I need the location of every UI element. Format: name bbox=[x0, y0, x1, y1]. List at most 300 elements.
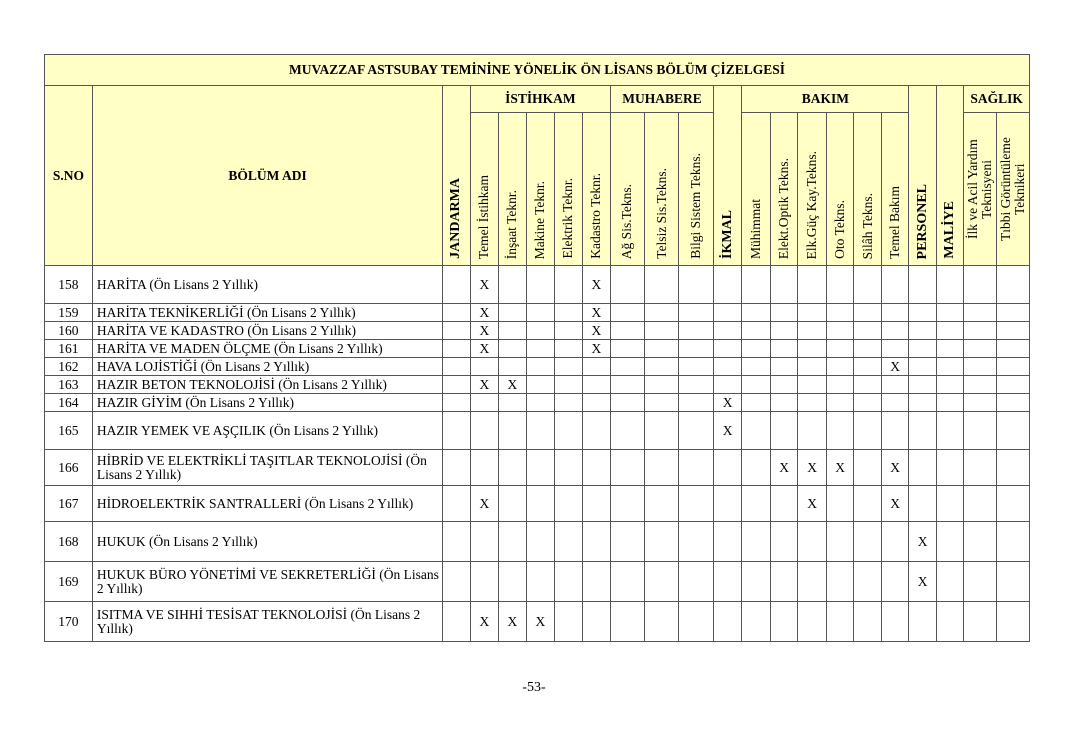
mark-cell bbox=[909, 266, 936, 304]
department-name: HİBRİD VE ELEKTRİKLİ TAŞITLAR TEKNOLOJİSİ (Ön Lisans 2 Yıllık) bbox=[92, 450, 442, 486]
header-col-oto: Oto Tekns. bbox=[826, 113, 853, 266]
mark-cell bbox=[770, 486, 797, 522]
mark-cell bbox=[679, 358, 714, 376]
mark-cell bbox=[936, 304, 963, 322]
row-number: 159 bbox=[45, 304, 93, 322]
row-number: 169 bbox=[45, 562, 93, 602]
table-row bbox=[45, 266, 1030, 304]
header-col-silah: Silâh Tekns. bbox=[854, 113, 881, 266]
mark-cell bbox=[854, 266, 881, 304]
mark-cell bbox=[644, 376, 679, 394]
mark-cell bbox=[499, 266, 526, 304]
mark-cell bbox=[909, 340, 936, 358]
mark-cell: X bbox=[470, 340, 499, 358]
header-maliye: MALİYE bbox=[936, 86, 963, 266]
mark-cell bbox=[644, 602, 679, 642]
header-col-kadastro: Kadastro Teknr. bbox=[582, 113, 611, 266]
mark-cell bbox=[470, 412, 499, 450]
mark-cell bbox=[742, 522, 771, 562]
mark-cell bbox=[909, 322, 936, 340]
mark-cell bbox=[611, 376, 645, 394]
mark-cell: X bbox=[798, 486, 827, 522]
header-col-tibbi: Tıbbi Görüntüleme Teknikeri bbox=[996, 113, 1029, 266]
table-row bbox=[45, 358, 1030, 376]
header-col-ag-sis: Ağ Sis.Tekns. bbox=[611, 113, 645, 266]
mark-cell bbox=[582, 450, 611, 486]
mark-cell bbox=[964, 486, 997, 522]
mark-cell bbox=[798, 340, 827, 358]
mark-cell bbox=[770, 266, 797, 304]
mark-cell bbox=[854, 394, 881, 412]
mark-cell bbox=[996, 376, 1029, 394]
mark-cell bbox=[996, 322, 1029, 340]
mark-cell bbox=[936, 602, 963, 642]
mark-cell bbox=[964, 450, 997, 486]
mark-cell bbox=[555, 522, 582, 562]
mark-cell bbox=[526, 322, 555, 340]
mark-cell bbox=[798, 266, 827, 304]
mark-cell bbox=[770, 376, 797, 394]
mark-cell bbox=[826, 394, 853, 412]
mark-cell: X bbox=[582, 340, 611, 358]
table-row bbox=[45, 562, 1030, 602]
mark-cell bbox=[936, 266, 963, 304]
mark-cell bbox=[909, 412, 936, 450]
table-title: MUVAZZAF ASTSUBAY TEMİNİNE YÖNELİK ÖN LİSANS BÖLÜM ÇİZELGESİ bbox=[45, 55, 1030, 86]
mark-cell bbox=[909, 450, 936, 486]
mark-cell bbox=[443, 304, 470, 322]
mark-cell bbox=[443, 322, 470, 340]
mark-cell bbox=[713, 486, 742, 522]
mark-cell bbox=[909, 602, 936, 642]
mark-cell bbox=[964, 562, 997, 602]
department-name: HAZIR BETON TEKNOLOJİSİ (Ön Lisans 2 Yıllık) bbox=[92, 376, 442, 394]
mark-cell bbox=[470, 394, 499, 412]
mark-cell bbox=[881, 522, 908, 562]
mark-cell bbox=[644, 266, 679, 304]
mark-cell bbox=[936, 412, 963, 450]
mark-cell bbox=[555, 358, 582, 376]
mark-cell bbox=[644, 340, 679, 358]
mark-cell: X bbox=[713, 394, 742, 412]
mark-cell bbox=[770, 602, 797, 642]
mark-cell bbox=[443, 376, 470, 394]
mark-cell bbox=[826, 340, 853, 358]
row-number: 165 bbox=[45, 412, 93, 450]
mark-cell bbox=[470, 450, 499, 486]
table-row bbox=[45, 486, 1030, 522]
mark-cell bbox=[582, 486, 611, 522]
mark-cell bbox=[742, 412, 771, 450]
mark-cell bbox=[881, 304, 908, 322]
mark-cell bbox=[582, 522, 611, 562]
mark-cell bbox=[499, 522, 526, 562]
mark-cell bbox=[713, 522, 742, 562]
mark-cell bbox=[881, 394, 908, 412]
mark-cell: X bbox=[798, 450, 827, 486]
mark-cell bbox=[854, 340, 881, 358]
mark-cell bbox=[582, 602, 611, 642]
mark-cell bbox=[443, 562, 470, 602]
mark-cell bbox=[644, 412, 679, 450]
mark-cell bbox=[909, 358, 936, 376]
mark-cell: X bbox=[470, 304, 499, 322]
mark-cell bbox=[470, 522, 499, 562]
mark-cell: X bbox=[470, 266, 499, 304]
mark-cell bbox=[770, 340, 797, 358]
table-row bbox=[45, 602, 1030, 642]
mark-cell bbox=[854, 304, 881, 322]
mark-cell bbox=[582, 394, 611, 412]
mark-cell bbox=[770, 358, 797, 376]
mark-cell bbox=[996, 304, 1029, 322]
mark-cell bbox=[770, 394, 797, 412]
mark-cell bbox=[854, 486, 881, 522]
row-number: 158 bbox=[45, 266, 93, 304]
mark-cell bbox=[964, 522, 997, 562]
mark-cell bbox=[936, 358, 963, 376]
mark-cell bbox=[611, 394, 645, 412]
department-name: HAZIR YEMEK VE AŞÇILIK (Ön Lisans 2 Yıllık) bbox=[92, 412, 442, 450]
mark-cell bbox=[555, 322, 582, 340]
mark-cell bbox=[555, 376, 582, 394]
row-number: 161 bbox=[45, 340, 93, 358]
header-col-bilgi-sistem: Bilgi Sistem Tekns. bbox=[679, 113, 714, 266]
row-number: 168 bbox=[45, 522, 93, 562]
mark-cell bbox=[611, 266, 645, 304]
mark-cell bbox=[854, 562, 881, 602]
mark-cell bbox=[826, 486, 853, 522]
mark-cell bbox=[881, 412, 908, 450]
mark-cell bbox=[770, 522, 797, 562]
header-col-temel-istihkam: Temel İstihkam bbox=[470, 113, 499, 266]
page-number: -53- bbox=[522, 680, 546, 695]
mark-cell bbox=[611, 522, 645, 562]
mark-cell bbox=[770, 304, 797, 322]
mark-cell bbox=[679, 266, 714, 304]
department-name: HARİTA VE KADASTRO (Ön Lisans 2 Yıllık) bbox=[92, 322, 442, 340]
row-number: 170 bbox=[45, 602, 93, 642]
mark-cell bbox=[826, 562, 853, 602]
mark-cell bbox=[443, 450, 470, 486]
mark-cell bbox=[555, 486, 582, 522]
mark-cell bbox=[582, 412, 611, 450]
mark-cell bbox=[443, 412, 470, 450]
mark-cell bbox=[644, 394, 679, 412]
header-col-temel-bakim: Temel Bakım bbox=[881, 113, 908, 266]
mark-cell bbox=[936, 522, 963, 562]
header-personel: PERSONEL bbox=[909, 86, 936, 266]
mark-cell bbox=[826, 358, 853, 376]
mark-cell bbox=[964, 304, 997, 322]
header-bolum-adi: BÖLÜM ADI bbox=[92, 86, 442, 266]
mark-cell bbox=[679, 602, 714, 642]
mark-cell bbox=[742, 322, 771, 340]
mark-cell bbox=[443, 266, 470, 304]
mark-cell bbox=[582, 358, 611, 376]
mark-cell bbox=[526, 340, 555, 358]
mark-cell bbox=[742, 376, 771, 394]
row-number: 163 bbox=[45, 376, 93, 394]
mark-cell bbox=[881, 266, 908, 304]
header-col-ilk-acil: İlk ve Acil Yardım Teknisyeni bbox=[964, 113, 997, 266]
mark-cell bbox=[964, 358, 997, 376]
mark-cell bbox=[854, 450, 881, 486]
mark-cell bbox=[964, 394, 997, 412]
header-col-elk-guc: Elk.Güç Kay.Tekns. bbox=[798, 113, 827, 266]
row-number: 166 bbox=[45, 450, 93, 486]
mark-cell: X bbox=[499, 602, 526, 642]
header-col-muhimmat: Mühimmat bbox=[742, 113, 771, 266]
mark-cell: X bbox=[713, 412, 742, 450]
department-name: HAVA LOJİSTİĞİ (Ön Lisans 2 Yıllık) bbox=[92, 358, 442, 376]
mark-cell: X bbox=[881, 358, 908, 376]
mark-cell bbox=[555, 266, 582, 304]
mark-cell bbox=[854, 322, 881, 340]
mark-cell bbox=[526, 394, 555, 412]
mark-cell bbox=[555, 602, 582, 642]
mark-cell bbox=[644, 322, 679, 340]
table-row bbox=[45, 322, 1030, 340]
table-row bbox=[45, 304, 1030, 322]
mark-cell bbox=[742, 486, 771, 522]
department-name: HUKUK BÜRO YÖNETİMİ VE SEKRETERLİĞİ (Ön Lisans 2 Yıllık) bbox=[92, 562, 442, 602]
mark-cell bbox=[526, 376, 555, 394]
mark-cell bbox=[909, 376, 936, 394]
mark-cell: X bbox=[582, 304, 611, 322]
mark-cell bbox=[611, 450, 645, 486]
mark-cell bbox=[499, 394, 526, 412]
mark-cell bbox=[798, 394, 827, 412]
mark-cell bbox=[936, 562, 963, 602]
mark-cell bbox=[826, 602, 853, 642]
mark-cell bbox=[679, 340, 714, 358]
header-col-telsiz: Telsiz Sis.Tekns. bbox=[644, 113, 679, 266]
mark-cell: X bbox=[470, 322, 499, 340]
mark-cell bbox=[555, 304, 582, 322]
mark-cell bbox=[936, 450, 963, 486]
group-bakim: BAKIM bbox=[742, 86, 909, 113]
header-col-elektrik: Elektrik Teknr. bbox=[555, 113, 582, 266]
mark-cell bbox=[713, 376, 742, 394]
mark-cell bbox=[611, 412, 645, 450]
mark-cell bbox=[826, 304, 853, 322]
mark-cell bbox=[964, 322, 997, 340]
mark-cell bbox=[964, 340, 997, 358]
mark-cell bbox=[611, 562, 645, 602]
mark-cell bbox=[826, 412, 853, 450]
mark-cell bbox=[713, 266, 742, 304]
mark-cell bbox=[499, 322, 526, 340]
mark-cell bbox=[854, 358, 881, 376]
mark-cell bbox=[964, 376, 997, 394]
mark-cell bbox=[798, 522, 827, 562]
mark-cell bbox=[679, 412, 714, 450]
mark-cell bbox=[470, 358, 499, 376]
mark-cell: X bbox=[470, 486, 499, 522]
group-saglik: SAĞLIK bbox=[964, 86, 1030, 113]
mark-cell bbox=[526, 266, 555, 304]
mark-cell bbox=[964, 602, 997, 642]
mark-cell bbox=[499, 340, 526, 358]
mark-cell bbox=[611, 602, 645, 642]
mark-cell bbox=[996, 486, 1029, 522]
mark-cell bbox=[881, 376, 908, 394]
department-name: HARİTA VE MADEN ÖLÇME (Ön Lisans 2 Yıllık) bbox=[92, 340, 442, 358]
mark-cell bbox=[936, 376, 963, 394]
header-ikmal: İKMAL bbox=[713, 86, 742, 266]
mark-cell: X bbox=[499, 376, 526, 394]
mark-cell bbox=[611, 358, 645, 376]
mark-cell bbox=[679, 376, 714, 394]
mark-cell bbox=[996, 266, 1029, 304]
mark-cell bbox=[713, 358, 742, 376]
mark-cell bbox=[770, 412, 797, 450]
mark-cell bbox=[555, 340, 582, 358]
mark-cell bbox=[909, 394, 936, 412]
mark-cell bbox=[798, 358, 827, 376]
mark-cell bbox=[443, 522, 470, 562]
table-row bbox=[45, 340, 1030, 358]
mark-cell bbox=[909, 304, 936, 322]
mark-cell bbox=[798, 562, 827, 602]
mark-cell bbox=[526, 358, 555, 376]
row-number: 162 bbox=[45, 358, 93, 376]
mark-cell bbox=[713, 340, 742, 358]
mark-cell bbox=[713, 450, 742, 486]
mark-cell bbox=[499, 304, 526, 322]
mark-cell bbox=[742, 340, 771, 358]
mark-cell bbox=[742, 450, 771, 486]
mark-cell bbox=[611, 322, 645, 340]
header-col-makine: Makine Teknr. bbox=[526, 113, 555, 266]
mark-cell bbox=[526, 304, 555, 322]
mark-cell bbox=[679, 394, 714, 412]
mark-cell bbox=[854, 522, 881, 562]
mark-cell: X bbox=[582, 322, 611, 340]
mark-cell bbox=[644, 358, 679, 376]
mark-cell bbox=[526, 486, 555, 522]
mark-cell bbox=[679, 562, 714, 602]
mark-cell bbox=[443, 394, 470, 412]
table-row bbox=[45, 522, 1030, 562]
mark-cell bbox=[611, 304, 645, 322]
header-col-insaat: İnşaat Teknr. bbox=[499, 113, 526, 266]
group-muhabere: MUHABERE bbox=[611, 86, 714, 113]
mark-cell bbox=[996, 340, 1029, 358]
mark-cell bbox=[443, 602, 470, 642]
mark-cell: X bbox=[470, 376, 499, 394]
mark-cell bbox=[713, 562, 742, 602]
row-number: 164 bbox=[45, 394, 93, 412]
header-jandarma: JANDARMA bbox=[443, 86, 470, 266]
mark-cell: X bbox=[909, 522, 936, 562]
header-col-elekt-optik: Elekt.Optik Tekns. bbox=[770, 113, 797, 266]
mark-cell bbox=[644, 450, 679, 486]
mark-cell bbox=[611, 340, 645, 358]
mark-cell bbox=[582, 562, 611, 602]
mark-cell bbox=[526, 412, 555, 450]
mark-cell bbox=[826, 376, 853, 394]
mark-cell bbox=[996, 602, 1029, 642]
mark-cell bbox=[611, 486, 645, 522]
department-name: HUKUK (Ön Lisans 2 Yıllık) bbox=[92, 522, 442, 562]
mark-cell bbox=[798, 322, 827, 340]
mark-cell bbox=[499, 450, 526, 486]
group-istihkam: İSTİHKAM bbox=[470, 86, 610, 113]
mark-cell bbox=[742, 358, 771, 376]
mark-cell bbox=[964, 266, 997, 304]
table-row bbox=[45, 394, 1030, 412]
mark-cell bbox=[679, 450, 714, 486]
mark-cell bbox=[909, 486, 936, 522]
mark-cell bbox=[881, 340, 908, 358]
mark-cell bbox=[854, 412, 881, 450]
mark-cell: X bbox=[826, 450, 853, 486]
mark-cell bbox=[881, 322, 908, 340]
department-name: HAZIR GİYİM (Ön Lisans 2 Yıllık) bbox=[92, 394, 442, 412]
mark-cell bbox=[826, 522, 853, 562]
department-name: ISITMA VE SIHHİ TESİSAT TEKNOLOJİSİ (Ön Lisans 2 Yıllık) bbox=[92, 602, 442, 642]
mark-cell bbox=[742, 562, 771, 602]
mark-cell bbox=[679, 486, 714, 522]
mark-cell bbox=[679, 304, 714, 322]
mark-cell bbox=[470, 562, 499, 602]
mark-cell: X bbox=[881, 486, 908, 522]
mark-cell bbox=[443, 486, 470, 522]
mark-cell bbox=[798, 602, 827, 642]
mark-cell bbox=[644, 562, 679, 602]
mark-cell bbox=[854, 376, 881, 394]
mark-cell bbox=[996, 412, 1029, 450]
department-table bbox=[44, 54, 1030, 642]
mark-cell bbox=[443, 358, 470, 376]
header-sno: S.NO bbox=[45, 86, 93, 266]
mark-cell bbox=[443, 340, 470, 358]
mark-cell: X bbox=[770, 450, 797, 486]
mark-cell bbox=[798, 304, 827, 322]
mark-cell bbox=[555, 562, 582, 602]
mark-cell bbox=[798, 376, 827, 394]
mark-cell bbox=[499, 412, 526, 450]
mark-cell bbox=[964, 412, 997, 450]
mark-cell bbox=[679, 522, 714, 562]
mark-cell bbox=[854, 602, 881, 642]
mark-cell bbox=[936, 340, 963, 358]
mark-cell bbox=[770, 562, 797, 602]
mark-cell bbox=[798, 412, 827, 450]
mark-cell bbox=[996, 522, 1029, 562]
mark-cell bbox=[881, 562, 908, 602]
mark-cell bbox=[826, 322, 853, 340]
row-number: 167 bbox=[45, 486, 93, 522]
mark-cell: X bbox=[881, 450, 908, 486]
mark-cell bbox=[679, 322, 714, 340]
mark-cell bbox=[936, 486, 963, 522]
mark-cell bbox=[770, 322, 797, 340]
mark-cell bbox=[996, 358, 1029, 376]
mark-cell bbox=[555, 412, 582, 450]
mark-cell: X bbox=[909, 562, 936, 602]
mark-cell bbox=[742, 304, 771, 322]
mark-cell bbox=[499, 562, 526, 602]
mark-cell bbox=[742, 394, 771, 412]
mark-cell: X bbox=[526, 602, 555, 642]
department-name: HARİTA TEKNİKERLİĞİ (Ön Lisans 2 Yıllık) bbox=[92, 304, 442, 322]
mark-cell bbox=[936, 394, 963, 412]
mark-cell: X bbox=[582, 266, 611, 304]
mark-cell bbox=[996, 562, 1029, 602]
